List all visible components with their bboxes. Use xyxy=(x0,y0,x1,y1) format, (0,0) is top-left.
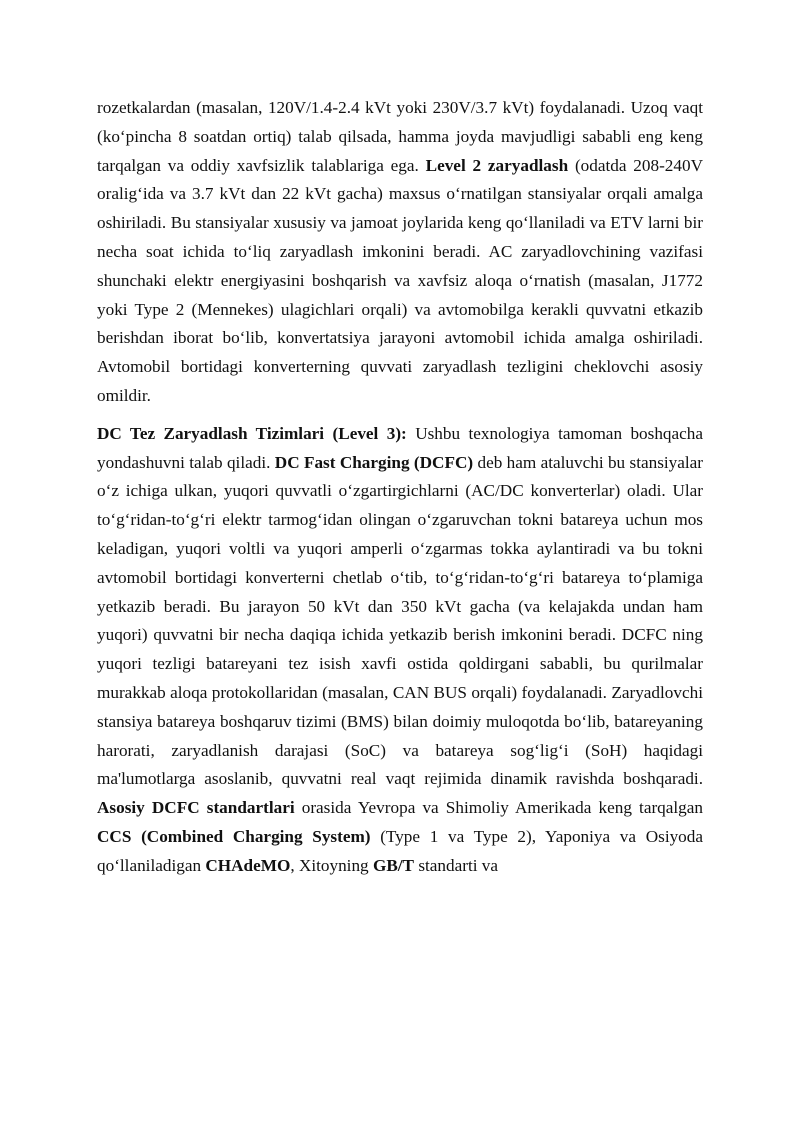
text-run: Ushbu texnologiya tamoman boshqacha yondashuvni talab qiladi. xyxy=(97,423,703,472)
text-run: (Type 1 va Type 2), Yaponiya va Osiyoda qo‘llaniladigan xyxy=(97,826,703,875)
bold-term-dc-level-3: DC Tez Zaryadlash Tizimlari (Level 3): xyxy=(97,423,407,443)
text-run: rozetkalardan (masalan, 120V/1.4-2.4 kVt yoki 230V/3.7 kVt) foydalanadi. Uzoq vaqt (ko‘pincha 8 soatdan ortiq) talab qilsada, hamma joyda mavjudligi sababli eng keng tarqalgan va oddiy xavfsizlik talablariga ega. xyxy=(97,98,703,175)
text-run: deb ham ataluvchi bu stansiyalar o‘z ichiga ulkan, yuqori quvvatli o‘zgartirgichlarni (AC/DC konverterlar) oladi. Ular to‘g‘ridan-to‘g‘ri elektr tarmog‘idan olingan o‘zgaruvchan tokni batareya uchun mos keladigan, yuqori voltli va yuqori amperli o‘zgarmas tokka aylantiradi va bu tokni avtomobil bortidagi konverterni chetlab o‘tib, to‘g‘ridan-to‘g‘ri batareya to‘plamiga yetkazib beradi. Bu jarayon 50 kVt dan 350 kVt gacha (va kelajakda undan ham yuqori) quvvatni bir necha daqiqa ichida yetkazib berish imkonini beradi. DCFC ning yuqori tezligi batareyani tez isish xavfi ostida qoldirgani sababli, bu qurilmalar murakkab aloqa protokollaridan (masalan, CAN BUS orqali) foydalanadi. Zaryadlovchi stansiya batareya boshqaruv tizimi (BMS) bilan doimiy muloqotda bo‘lib, batareyaning harorati, zaryadlanish darajasi (SoC) va batareya sog‘lig‘i (SoH) haqidagi ma'lumotlarga asoslanib, quvvatni real vaqt rejimida dinamik ravishda boshqaradi. xyxy=(97,452,704,789)
text-run: standarti va xyxy=(414,855,499,875)
bold-term-dcfc: DC Fast Charging (DCFC) xyxy=(274,452,474,472)
text-run: (odatda 208-240V oralig‘ida va 3.7 kVt dan 22 kVt gacha) maxsus o‘rnatilgan stansiyalar orqali amalga oshiriladi. Bu stansiyalar xususiy va jamoat joylarida keng qo‘llaniladi va ETV larni bir necha soat ichida to‘liq zaryadlash imkonini beradi. AC zaryadlovchining vazifasi shunchaki elektr energiyasini boshqarish va xavfsiz aloqa o‘rnatish (masalan, J1772 yoki Type 2 (Mennekes) ulagichlari orqali) va avtomobilga kerakli quvvatni etkazib berishdan iborat bo‘lib, konvertatsiya jarayoni avtomobil ichida amalga oshiriladi. Avtomobil bortidagi konverterning quvvati zaryadlash tezligini cheklovchi asosiy omildir. xyxy=(97,155,703,405)
bold-term-gbt: GB/T xyxy=(372,855,415,875)
bold-term-dcfc-standards: Asosiy DCFC standartlari xyxy=(97,798,295,818)
bold-term-level-2: Level 2 zaryadlash xyxy=(425,155,569,175)
text-run: , Xitoyning xyxy=(290,855,373,875)
bold-term-ccs: CCS (Combined Charging System) xyxy=(97,826,371,846)
document-page xyxy=(97,94,703,881)
text-run: orasida Yevropa va Shimoliy Amerikada keng tarqalgan xyxy=(294,798,703,818)
bold-term-chademo: CHAdeMO xyxy=(205,855,291,875)
paragraph-dc-fast-charging xyxy=(97,420,703,881)
paragraph-ac-charging xyxy=(97,94,703,411)
